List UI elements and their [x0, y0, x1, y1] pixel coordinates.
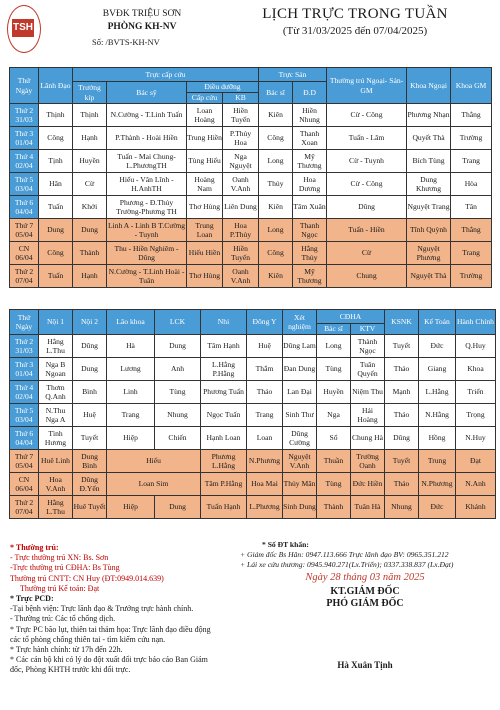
- table-cell: Hồng: [419, 427, 456, 450]
- table-cell: Hiệp: [107, 496, 155, 519]
- table-cell: Đan Dung: [283, 358, 317, 381]
- table-cell: Long: [259, 219, 293, 242]
- table-cell: Thơm Q.Anh: [39, 381, 73, 404]
- date-range: (Từ 31/03/2025 đến 07/04/2025): [282, 25, 428, 37]
- table-row: [10, 150, 492, 173]
- table-cell: Cừ - Tuynh: [327, 150, 407, 173]
- table-cell: Thanh Ngọc: [293, 219, 327, 242]
- table-row: [10, 104, 492, 127]
- table-cell: Mạnh: [385, 381, 419, 404]
- table-cell: Tịnh: [39, 150, 73, 173]
- col-accounting: Kế Toán: [419, 310, 456, 335]
- table-cell: Thuần: [317, 450, 351, 473]
- table-cell: Hoàng Nam: [187, 173, 223, 196]
- table-cell: Hạnh: [73, 127, 107, 150]
- col-lck: LCK: [155, 310, 201, 335]
- table-row: [10, 196, 492, 219]
- table-cell: Thắng: [451, 104, 492, 127]
- table-cell: Bình: [73, 381, 107, 404]
- table-cell: Mỹ Thương: [293, 150, 327, 173]
- table-row: [10, 381, 496, 404]
- table-cell: Thảo: [385, 404, 419, 427]
- table-row: [10, 496, 496, 519]
- table-cell: Hiền Tuyến: [223, 242, 259, 265]
- table-cell: Công: [39, 242, 73, 265]
- table-cell: Cừ - Công: [327, 173, 407, 196]
- table-cell: Dung: [73, 219, 107, 242]
- signature-title-1: KT.GIÁM ĐỐC: [330, 586, 400, 597]
- table-cell: Hãn: [39, 173, 73, 196]
- table-cell: Hòa: [451, 173, 492, 196]
- table-cell: N.Anh: [456, 473, 496, 496]
- table-cell: Mỹ Thương: [293, 265, 327, 288]
- duty-schedule-table-1: [9, 67, 492, 288]
- day-cell: CN 06/04: [10, 473, 39, 496]
- note-it-resident: Thường trú CNTT: CN Huy (ĐT:0949.014.639): [10, 573, 164, 583]
- table-cell: Hằng Thủy: [293, 242, 327, 265]
- table-cell: Tuân Hà: [351, 496, 385, 519]
- table-cell: Trung: [419, 450, 456, 473]
- table-cell: Hạnh Loan: [201, 427, 247, 450]
- table-cell: Khởi: [73, 196, 107, 219]
- table-cell: Hiếu: [107, 450, 201, 473]
- table-cell: Tuấn - Hiền: [327, 219, 407, 242]
- table-cell: Dũng: [385, 427, 419, 450]
- table-cell: Tùng Hiếu: [187, 150, 223, 173]
- table-cell: Lan Đại: [283, 381, 317, 404]
- table-row: [10, 173, 492, 196]
- table-cell: Tuyết: [385, 335, 419, 358]
- table-cell: Bích Tùng: [407, 150, 451, 173]
- col-team-lead: Trưởng kíp: [73, 82, 107, 104]
- table-cell: Anh: [155, 358, 201, 381]
- table-cell: Tuyết: [73, 427, 107, 450]
- table-cell: N.Thu Nga A: [39, 404, 73, 427]
- table-cell: Nhung: [385, 496, 419, 519]
- table-cell: Thơ Hùng: [187, 265, 223, 288]
- day-cell: Thứ 3 01/04: [10, 127, 39, 150]
- col-day: Thứ Ngày: [10, 68, 39, 104]
- table-cell: Thảo: [385, 358, 419, 381]
- table-cell: Linh A - Linh B T.Cường - Tuynh: [107, 219, 187, 242]
- col-infection-control: KSNK: [385, 310, 419, 335]
- col-doctor: Bác sỹ: [107, 82, 187, 104]
- table-cell: Trọng: [456, 404, 496, 427]
- table-cell: L.Hằng: [419, 381, 456, 404]
- table-cell: Thành Ngọc: [351, 335, 385, 358]
- day-cell: Thứ 6 04/04: [10, 427, 39, 450]
- table-cell: Q.Huy: [456, 335, 496, 358]
- table-cell: N.Huy: [456, 427, 496, 450]
- table-cell: Kiên: [259, 265, 293, 288]
- table-cell: Linh: [107, 381, 155, 404]
- col-anesthesia: Khoa GM: [451, 68, 492, 104]
- table-cell: Thanh Xoan: [293, 127, 327, 150]
- col-admin: Hành Chính: [456, 310, 496, 335]
- table-cell: Tùng: [317, 358, 351, 381]
- duty-schedule-table-2: [9, 309, 496, 519]
- note-disaster-2: các tổ phòng chống thiên tai - tìm kiếm cứu nạn.: [10, 634, 166, 644]
- table-cell: Quyết Thà: [407, 127, 451, 150]
- col-emergency: Trực cấp cứu: [73, 68, 259, 82]
- day-cell: Thứ 4 02/04: [10, 150, 39, 173]
- col-traditional: Đông Y: [247, 310, 283, 335]
- table-row: [10, 335, 496, 358]
- note-admin-hours: * Trực hành chính: từ 17h đến 22h.: [10, 645, 123, 655]
- table-cell: Chiến: [155, 427, 201, 450]
- table-cell: Công: [39, 127, 73, 150]
- day-cell: CN 06/04: [10, 242, 39, 265]
- day-cell: Thứ 5 03/04: [10, 173, 39, 196]
- signature-date: Ngày 28 tháng 03 năm 2025: [305, 572, 425, 583]
- department-name: PHÒNG KH-NV: [107, 22, 177, 32]
- day-cell: Thứ 6 04/04: [10, 196, 39, 219]
- table-row: [10, 404, 496, 427]
- table-cell: Tâm Hạnh: [201, 335, 247, 358]
- logo-text: TSH: [12, 19, 34, 37]
- table-cell: Tùng: [317, 473, 351, 496]
- table-cell: Thảo: [385, 473, 419, 496]
- table-cell: N.Phương: [247, 450, 283, 473]
- table-cell: Dũng: [73, 335, 107, 358]
- day-cell: Thứ 3 01/04: [10, 358, 39, 381]
- table-cell: Giang: [419, 358, 456, 381]
- table-cell: Ngọc Tuấn: [201, 404, 247, 427]
- signer-name: Hà Xuân Tịnh: [337, 660, 393, 670]
- table-cell: Nguyệt Thà: [407, 265, 451, 288]
- table-cell: Hoa Mai: [247, 473, 283, 496]
- table-cell: Loan: [247, 427, 283, 450]
- table-cell: Nguyệt V.Anh: [283, 450, 317, 473]
- col-nurse-emergency: Cấp cứu: [187, 93, 223, 104]
- table-cell: Thảo: [247, 381, 283, 404]
- director-phone: + Giám đốc Bs Hân: 0947.113.666 Trực lãnh đạo BV: 0965.351.212: [240, 549, 449, 559]
- table-cell: Hiền Nhung: [293, 104, 327, 127]
- document-header: [0, 0, 500, 64]
- table-cell: Đức: [419, 335, 456, 358]
- page-title: LỊCH TRỰC TRONG TUẦN: [262, 6, 448, 22]
- table-cell: Nga: [317, 404, 351, 427]
- table-cell: L.Hằng P.Hằng: [201, 358, 247, 381]
- table-cell: Thơ Hùng: [187, 196, 223, 219]
- table-cell: Trường Oanh: [351, 450, 385, 473]
- table-cell: Dũng Lam: [283, 335, 317, 358]
- table-cell: Dung: [155, 496, 201, 519]
- table-cell: Hiệp: [107, 427, 155, 450]
- table-cell: Huê Tuyết: [73, 496, 107, 519]
- table-cell: Long: [317, 335, 351, 358]
- note-accounting-resident: Thường trú Kế toán: Đạt: [20, 583, 100, 593]
- table-cell: Hiền Tuyến: [223, 104, 259, 127]
- day-cell: Thứ 2 07/04: [10, 496, 39, 519]
- table-cell: Trang: [247, 404, 283, 427]
- note-lab-resident: - Trực thường trú XN: Bs. Sơn: [10, 553, 109, 563]
- table-cell: Đức: [419, 496, 456, 519]
- table-cell: Trường: [451, 127, 492, 150]
- table-cell: Phương Nhạn: [407, 104, 451, 127]
- table-cell: Dung Khương: [407, 173, 451, 196]
- contact-section: [240, 540, 490, 569]
- col-day-2: Thứ Ngày: [10, 310, 39, 335]
- col-leader: Lãnh Đạo: [39, 68, 73, 104]
- table-cell: L.Phương: [247, 496, 283, 519]
- table-cell: Tĩnh Quỳnh: [407, 219, 451, 242]
- table-cell: N.Cường - T.Linh Tuấn: [107, 104, 187, 127]
- table-cell: Cừ: [327, 242, 407, 265]
- org-name: BVĐK TRIỆU SƠN: [102, 9, 182, 19]
- table-cell: Long: [259, 150, 293, 173]
- table-cell: Tân: [451, 196, 492, 219]
- table-cell: Thủy Mân: [283, 473, 317, 496]
- day-cell: Thứ 2 07/04: [10, 265, 39, 288]
- table-cell: Thắng: [451, 219, 492, 242]
- table-cell: Thắm: [247, 358, 283, 381]
- table-row: [10, 450, 496, 473]
- table-cell: Cừ: [73, 173, 107, 196]
- table-cell: Thịnh: [73, 104, 107, 127]
- table-cell: Trang: [451, 150, 492, 173]
- col-surgery: Khoa Ngoại: [407, 68, 451, 104]
- col-lab: Xét nghiệm: [283, 310, 317, 335]
- table-cell: Hà: [107, 335, 155, 358]
- table-row: [10, 242, 492, 265]
- table-cell: Huệ: [247, 335, 283, 358]
- table-cell: Tâm P.Hằng: [201, 473, 247, 496]
- table-row: [10, 358, 496, 381]
- table-cell: Hiếu - Vân Lĩnh - H.AnhTH: [107, 173, 187, 196]
- day-cell: Thứ 7 05/04: [10, 219, 39, 242]
- table-cell: Hằng L.Thu: [39, 496, 73, 519]
- table-cell: Hạnh: [73, 265, 107, 288]
- table-cell: Chung: [327, 265, 407, 288]
- col-ob-nurse: Đ.D: [293, 82, 327, 104]
- table-cell: Kiên: [259, 196, 293, 219]
- note-swap-2: đốc, Phòng KHTH trước khi đổi trực.: [10, 665, 131, 675]
- table-cell: Trang: [451, 242, 492, 265]
- table-cell: Nguyệt Trang: [407, 196, 451, 219]
- table-cell: Cừ - Công: [327, 104, 407, 127]
- table-cell: Thịnh: [39, 104, 73, 127]
- table-cell: Phương - Đ.Thủy Trường-Phương TH: [107, 196, 187, 219]
- table-cell: Hoa P.Thủy: [223, 219, 259, 242]
- table-cell: Nhung: [155, 404, 201, 427]
- table-cell: Hiếu Hiền: [187, 242, 223, 265]
- table-cell: Nguyệt Phương: [407, 242, 451, 265]
- table-cell: Nga Nguyệt: [223, 150, 259, 173]
- col-internal-2: Nội 2: [73, 310, 107, 335]
- table-cell: Tâm Xuân: [293, 196, 327, 219]
- table-row: [10, 427, 496, 450]
- table-cell: Tuấn: [39, 196, 73, 219]
- table-cell: Dung: [155, 335, 201, 358]
- table-row: [10, 473, 496, 496]
- col-geriatrics: Lão khoa: [107, 310, 155, 335]
- table-cell: Loan Hoàng: [187, 104, 223, 127]
- table-cell: Sinh Thư: [283, 404, 317, 427]
- table-cell: Trung Loan: [187, 219, 223, 242]
- table-row: [10, 219, 492, 242]
- table-cell: Tuấn - Mai Chung-L.PhươngTH: [107, 150, 187, 173]
- table-cell: Huệ: [73, 404, 107, 427]
- day-cell: Thứ 2 31/03: [10, 104, 39, 127]
- table-cell: Trường: [451, 265, 492, 288]
- table-cell: Thủy: [259, 173, 293, 196]
- table-cell: Hoa V.Anh: [39, 473, 73, 496]
- table-cell: Sổ: [317, 427, 351, 450]
- table-cell: Thu - Hiền Nghiêm - Dũng: [107, 242, 187, 265]
- table-cell: Khoa: [456, 358, 496, 381]
- document-number: Số: /BVTS-KH-NV: [92, 37, 160, 47]
- table-cell: Tuấn: [39, 265, 73, 288]
- day-cell: Thứ 5 03/04: [10, 404, 39, 427]
- table-cell: Niệm Thu: [351, 381, 385, 404]
- table-cell: Sinh Dung: [283, 496, 317, 519]
- table-cell: Dũng Cường: [283, 427, 317, 450]
- table-cell: Triển: [456, 381, 496, 404]
- table-cell: Oanh V.Anh: [223, 173, 259, 196]
- table-cell: Oanh V.Anh: [223, 265, 259, 288]
- col-internal-1: Nội 1: [39, 310, 73, 335]
- table-cell: Nga B Ngoan: [39, 358, 73, 381]
- table-cell: Dũng: [327, 196, 407, 219]
- table-cell: Phương L.Hằng: [201, 450, 247, 473]
- table-cell: N.Phương: [419, 473, 456, 496]
- col-imaging-tech: KTV: [351, 324, 385, 335]
- table-cell: Trang: [107, 404, 155, 427]
- col-pediatrics: Nhi: [201, 310, 247, 335]
- note-disaster: * Trực PC bão lụt, thiên tai thảm họa: Trực lãnh đạo điều động: [10, 624, 211, 634]
- table-cell: Lương: [107, 358, 155, 381]
- col-imaging: CĐHA: [317, 310, 385, 324]
- table-cell: Công: [259, 242, 293, 265]
- table-cell: P.Thành - Hoài Hiền: [107, 127, 187, 150]
- note-pcd-heading: * Trực PCD:: [10, 594, 54, 604]
- table-row: [10, 127, 492, 150]
- table-cell: Huyền: [73, 150, 107, 173]
- table-cell: Trung Hiền: [187, 127, 223, 150]
- table-cell: Dũng Đ.Yến: [73, 473, 107, 496]
- table-cell: Hoa Dương: [293, 173, 327, 196]
- day-cell: Thứ 4 02/04: [10, 381, 39, 404]
- table-cell: Đạt: [456, 450, 496, 473]
- table-cell: Chung Hà: [351, 427, 385, 450]
- table-cell: Thành: [317, 496, 351, 519]
- table-cell: Huyền: [317, 381, 351, 404]
- emergency-phone-heading: * Số ĐT khẩn:: [262, 540, 309, 549]
- table-cell: Khánh: [456, 496, 496, 519]
- table-cell: Loan Sim: [107, 473, 201, 496]
- table-cell: Tuấn - Lâm: [327, 127, 407, 150]
- note-pcd-hospital: -Tại bệnh viện: Trực lãnh đạo & Trưởng trực hành chính.: [10, 604, 194, 614]
- signature-title-2: PHÓ GIÁM ĐỐC: [326, 598, 404, 609]
- col-nurse-kb: KB: [223, 93, 259, 104]
- col-resident: Thường trú Ngoại- Sản-GM: [327, 68, 407, 104]
- table-cell: Công: [259, 127, 293, 150]
- table-cell: Dung: [73, 358, 107, 381]
- table-cell: N.Hằng: [419, 404, 456, 427]
- table-cell: Tuyết: [385, 450, 419, 473]
- table-cell: P.Thủy Hoa: [223, 127, 259, 150]
- table-row: [10, 265, 492, 288]
- table-cell: Hằng L.Thu: [39, 335, 73, 358]
- col-obstetrics: Trực Sản: [259, 68, 327, 82]
- table-cell: Tuân Quyến: [351, 358, 385, 381]
- col-ob-doctor: Bác sĩ: [259, 82, 293, 104]
- note-resident-heading: * Thường trú:: [10, 543, 59, 552]
- note-swap: * Các cán bộ khi có lý do đột xuất đổi trực báo cáo Ban Giám: [10, 655, 208, 665]
- table-cell: Dung Bình: [73, 450, 107, 473]
- table-cell: Tình Hương: [39, 427, 73, 450]
- table-cell: Hải Hoàng: [351, 404, 385, 427]
- table-cell: Dung: [39, 219, 73, 242]
- table-cell: Tuấn Hạnh: [201, 496, 247, 519]
- notes-section: [10, 543, 225, 676]
- table-cell: Thành: [73, 242, 107, 265]
- col-imaging-doctor: Bác sĩ: [317, 324, 351, 335]
- day-cell: Thứ 2 31/03: [10, 335, 39, 358]
- note-imaging-resident: -Trực thường trú CĐHA: Bs Tùng: [10, 563, 120, 573]
- table-cell: N.Cường - T.Linh Hoài - Tuân: [107, 265, 187, 288]
- col-nursing: Điều dưỡng: [187, 82, 259, 93]
- table-cell: Đức Hiền: [351, 473, 385, 496]
- driver-phone: + Lái xe cứu thương: 0945.940.271(Lx.Triển); 0337.338.837 (Lx.Đạt): [240, 559, 454, 569]
- table-cell: Tùng: [155, 381, 201, 404]
- table-cell: Huê Linh: [39, 450, 73, 473]
- note-pcd-resident: - Thường trú: Các tổ chống dịch.: [10, 614, 116, 624]
- hospital-logo: [7, 5, 41, 53]
- day-cell: Thứ 7 05/04: [10, 450, 39, 473]
- table-cell: Liên Dung: [223, 196, 259, 219]
- table-cell: Kiên: [259, 104, 293, 127]
- table-cell: Phương Tuấn: [201, 381, 247, 404]
